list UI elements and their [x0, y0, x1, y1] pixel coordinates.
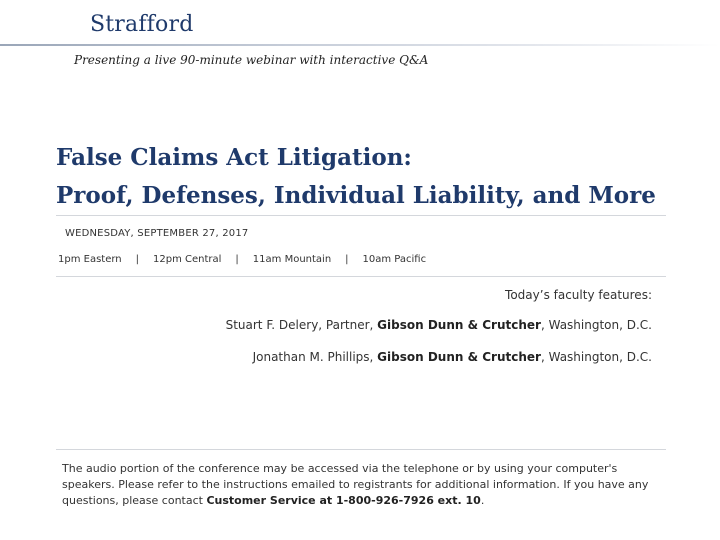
speaker-location: , Washington, D.C. — [540, 350, 652, 364]
audio-notice — [62, 461, 662, 509]
schedule-divider — [56, 276, 666, 277]
speaker-firm: Gibson Dunn & Crutcher — [377, 350, 541, 364]
speaker-2 — [253, 350, 652, 364]
time-separator: | — [235, 254, 239, 265]
tagline: Presenting a live 90-minute webinar with interactive Q&A — [74, 53, 429, 67]
title-divider — [56, 215, 666, 216]
time-separator: | — [345, 254, 349, 265]
strafford-logo: Strafford — [90, 12, 194, 37]
title-line-2: Proof, Defenses, Individual Liability, and More — [56, 182, 656, 209]
notice-end: . — [480, 494, 485, 507]
notice-text: The audio portion of the conference may be accessed via the telephone or by using your computer's speakers. Please refer to the instructions emailed to registrants for additional information. If you have any questions, please contact — [62, 462, 649, 507]
faculty-heading: Today’s faculty features: — [505, 288, 652, 302]
time-central: 12pm Central — [153, 254, 222, 265]
speaker-name: Jonathan M. Phillips, — [252, 350, 378, 364]
title-line-1: False Claims Act Litigation: — [56, 144, 412, 171]
time-eastern: 1pm Eastern — [58, 254, 122, 265]
header-divider — [0, 44, 720, 46]
time-separator: | — [135, 254, 140, 265]
event-date: WEDNESDAY, SEPTEMBER 27, 2017 — [65, 228, 249, 239]
speaker-location: , Washington, D.C. — [540, 318, 652, 332]
speaker-firm: Gibson Dunn & Crutcher — [377, 318, 541, 332]
time-pacific: 10am Pacific — [362, 254, 427, 265]
time-mountain: 11am Mountain — [252, 254, 332, 265]
speaker-name: Stuart F. Delery, Partner, — [225, 318, 378, 332]
speaker-1 — [226, 318, 652, 332]
event-times — [58, 254, 426, 265]
notice-divider — [56, 449, 666, 450]
customer-service-contact: Customer Service at 1-800-926-7926 ext. 10 — [206, 494, 481, 507]
